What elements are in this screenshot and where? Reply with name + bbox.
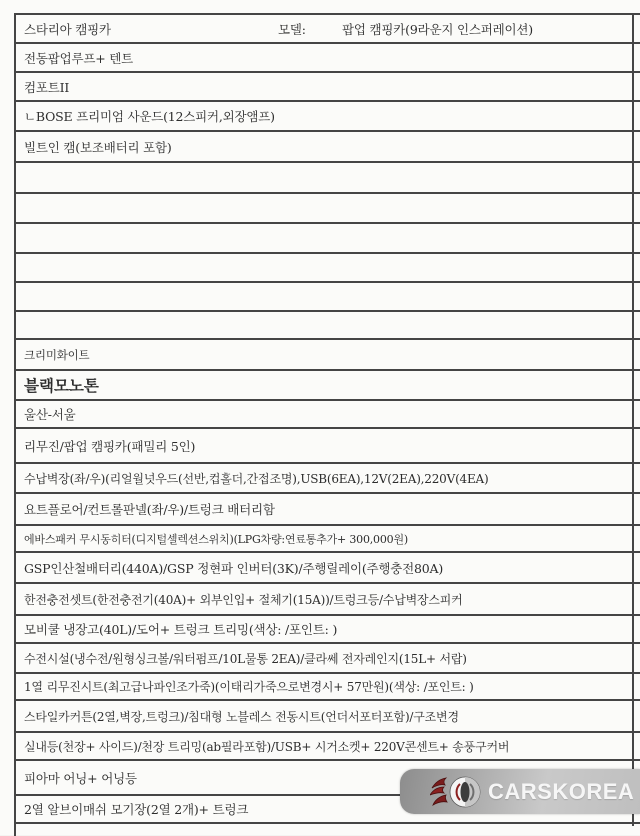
table-row	[16, 464, 640, 494]
table-row	[16, 701, 640, 733]
option-spec-table	[14, 13, 640, 836]
table-row-empty	[16, 224, 640, 254]
table-row	[16, 102, 640, 132]
row-text: 실내등(천장+ 사이드)/천장 트리밍(ab필라포함)/USB+ 시거소켓+ 220V콘센트+ 송풍구커버	[24, 739, 510, 754]
row-text: 요트플로어/컨트롤판넬(좌/우)/트렁크 배터리함	[24, 502, 275, 517]
model-label: 모델:	[278, 21, 306, 37]
row-text: 블랙모노톤	[24, 376, 99, 395]
table-row	[16, 73, 640, 102]
row-text: 빌트인 캠(보조배터리 포함)	[24, 139, 172, 155]
table-row-empty	[16, 254, 640, 283]
row-text: 크리미화이트	[24, 347, 90, 362]
row-text: 스타일카커튼(2열,벽장,트렁크)/침대형 노블레스 전동시트(언더서포터포함)/구조변경	[24, 709, 459, 724]
row-text: GSP인산철배터리(440A)/GSP 정현파 인버터(3K)/주행릴레이(주행충전80A)	[24, 560, 444, 576]
table-row	[16, 401, 640, 429]
row-text: 전동팝업루프+ 텐트	[24, 50, 134, 66]
row-text: 수전시설(냉수전/원형싱크볼/워터펌프/10L물통 2EA)/클라쎄 전자레인지(15L+ 서랍)	[24, 651, 467, 666]
table-right-column-divider	[632, 15, 634, 826]
table-row	[16, 584, 640, 616]
table-row	[16, 429, 640, 464]
table-row	[16, 616, 640, 644]
row-text: 수납벽장(좌/우)(리얼월넛우드(선반,컵홀더,간접조명),USB(6EA),12V(2EA),220V(4EA)	[24, 471, 489, 486]
row-text: 에바스패커 무시동히터(디지털셀렉션스위치)(LPG차량:연료통추가+ 300,000원)	[24, 532, 408, 546]
table-row	[16, 553, 640, 584]
flame-wheel-icon	[430, 772, 484, 812]
row-text: 1열 리무진시트(최고급나파인조가죽)(이태리가죽으로변경시+ 57만원)(색상: /포인트: )	[24, 680, 474, 694]
table-row-empty	[16, 312, 640, 340]
table-row-empty	[16, 824, 640, 836]
row-text: 한전충전셋트(한전충전기(40A)+ 외부인입+ 절체기(15A))/트렁크등/수납벽장스피커	[24, 592, 463, 607]
table-row-empty	[16, 283, 640, 312]
table-row-empty	[16, 163, 640, 194]
watermark-brand-text: CARSKOREA	[488, 778, 635, 804]
table-row	[16, 674, 640, 701]
table-row	[16, 526, 640, 553]
table-row	[16, 132, 640, 163]
table-row	[16, 371, 640, 401]
row-text: 컴포트II	[24, 79, 70, 95]
table-row-empty	[16, 194, 640, 224]
table-row	[16, 44, 640, 73]
table-row-title	[16, 15, 640, 44]
row-text: 피아마 어닝+ 어닝등	[24, 770, 137, 786]
table-row	[16, 340, 640, 371]
row-text: 울산-서울	[24, 407, 76, 422]
model-value: 팝업 캠핑카(9라운지 인스퍼레이션)	[342, 21, 533, 37]
row-text: 리무진/팝업 캠핑카(패밀리 5인)	[24, 438, 196, 454]
row-text: 2열 알브이매쉬 모기장(2열 2개)+ 트렁크	[24, 802, 249, 817]
table-row	[16, 644, 640, 674]
table-row	[16, 733, 640, 761]
vehicle-title: 스타리아 캠핑카	[24, 21, 111, 37]
table-row	[16, 494, 640, 526]
row-text: ㄴBOSE 프리미엄 사운드(12스피커,외장앰프)	[24, 109, 275, 124]
row-text: 모비쿨 냉장고(40L)/도어+ 트렁크 트리밍(색상: /포인트: )	[24, 622, 338, 637]
carskorea-watermark	[400, 769, 640, 814]
